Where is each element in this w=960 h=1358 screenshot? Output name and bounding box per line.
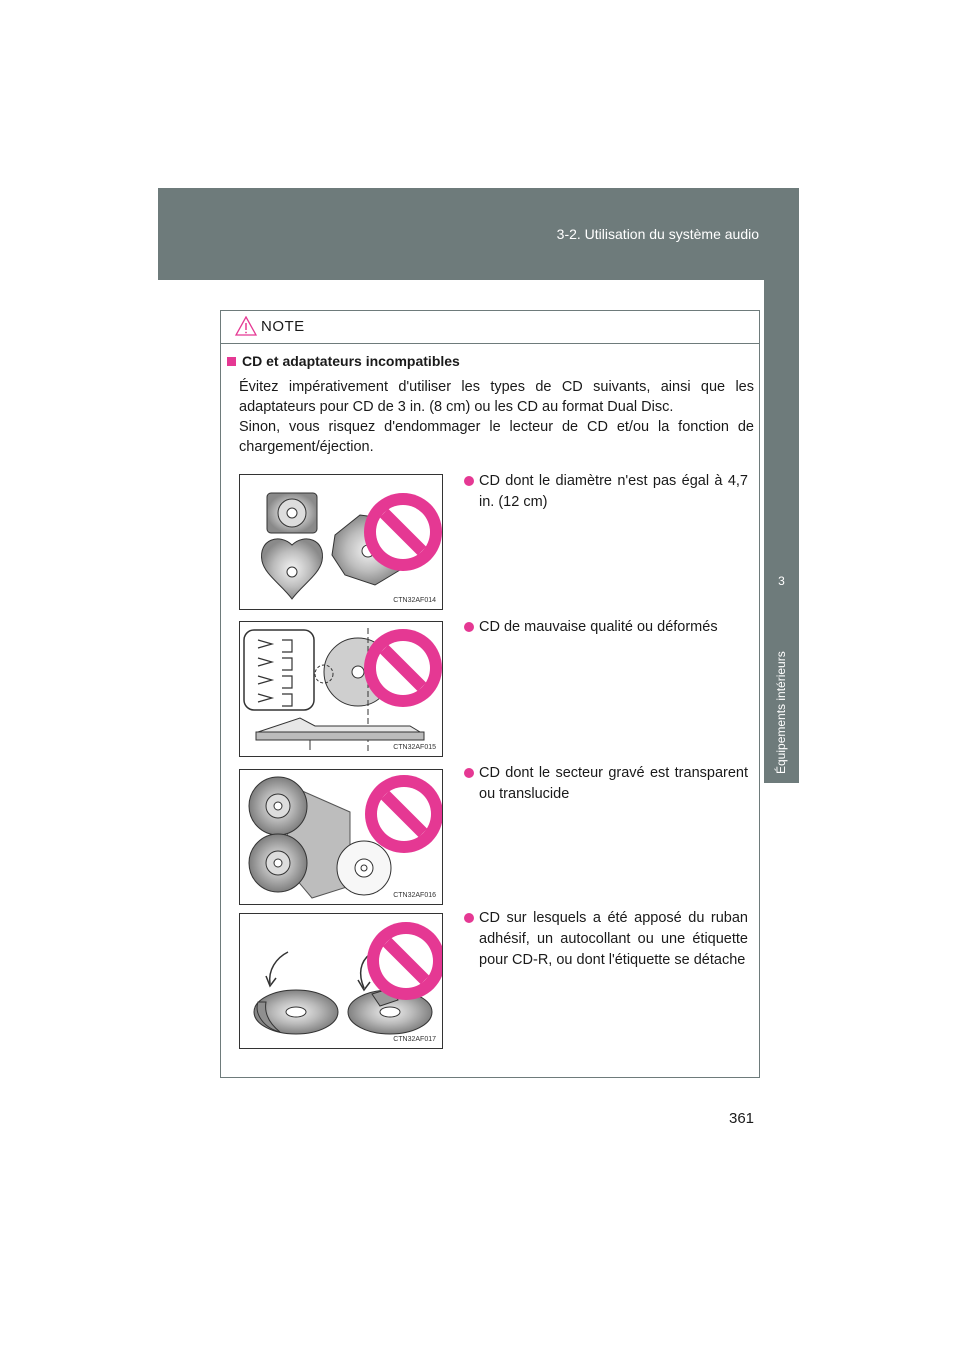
page-number: 361 bbox=[729, 1110, 755, 1127]
note-title: NOTE bbox=[261, 318, 305, 335]
note-header bbox=[221, 311, 759, 344]
list-item-text: CD dont le secteur gravé est transparent ou translucide bbox=[479, 765, 748, 802]
list-item bbox=[464, 908, 748, 971]
figure-transparent-cds bbox=[239, 769, 443, 905]
subsection-heading bbox=[227, 353, 460, 369]
figure-labeled-cds bbox=[239, 913, 443, 1049]
figure-code: CTN32AF015 bbox=[393, 744, 436, 751]
bullet-dot-icon bbox=[464, 913, 474, 923]
section-title: 3-2. Utilisation du système audio bbox=[556, 226, 759, 242]
chapter-tab bbox=[764, 552, 799, 783]
list-item bbox=[464, 617, 748, 638]
figure-code: CTN32AF016 bbox=[393, 892, 436, 899]
intro-text bbox=[239, 377, 754, 457]
section-header-band bbox=[158, 188, 799, 280]
bullet-dot-icon bbox=[464, 622, 474, 632]
list-item-text: CD sur lesquels a été apposé du ruban adhésif, un autocollant ou une étiquette pour CD-R, ou dont l'étiquette se détache bbox=[479, 910, 748, 968]
list-item-text: CD dont le diamètre n'est pas égal à 4,7 in. (12 cm) bbox=[479, 473, 748, 510]
warning-triangle-icon bbox=[235, 316, 257, 341]
chapter-number: 3 bbox=[778, 574, 785, 588]
note-box bbox=[220, 310, 760, 1078]
list-item bbox=[464, 763, 748, 805]
intro-paragraph: Sinon, vous risquez d'endommager le lecteur de CD et/ou la fonction de chargement/éjection. bbox=[239, 419, 754, 455]
intro-paragraph: Évitez impérativement d'utiliser les types de CD suivants, ainsi que les adaptateurs pour CD de 3 in. (8 cm) ou les CD au format Dual Disc. bbox=[239, 379, 754, 415]
figure-code: CTN32AF014 bbox=[393, 597, 436, 604]
subsection-heading-text: CD et adaptateurs incompatibles bbox=[242, 353, 460, 369]
list-item-text: CD de mauvaise qualité ou déformés bbox=[479, 619, 718, 635]
chapter-label: Équipements intérieurs bbox=[774, 651, 788, 774]
bullet-dot-icon bbox=[464, 476, 474, 486]
figure-warped-cds bbox=[239, 621, 443, 757]
figure-code: CTN32AF017 bbox=[393, 1036, 436, 1043]
side-tab-strip bbox=[764, 280, 799, 552]
figure-odd-shaped-cds bbox=[239, 474, 443, 610]
bullet-dot-icon bbox=[464, 768, 474, 778]
square-bullet-icon bbox=[227, 357, 236, 366]
list-item bbox=[464, 471, 748, 513]
